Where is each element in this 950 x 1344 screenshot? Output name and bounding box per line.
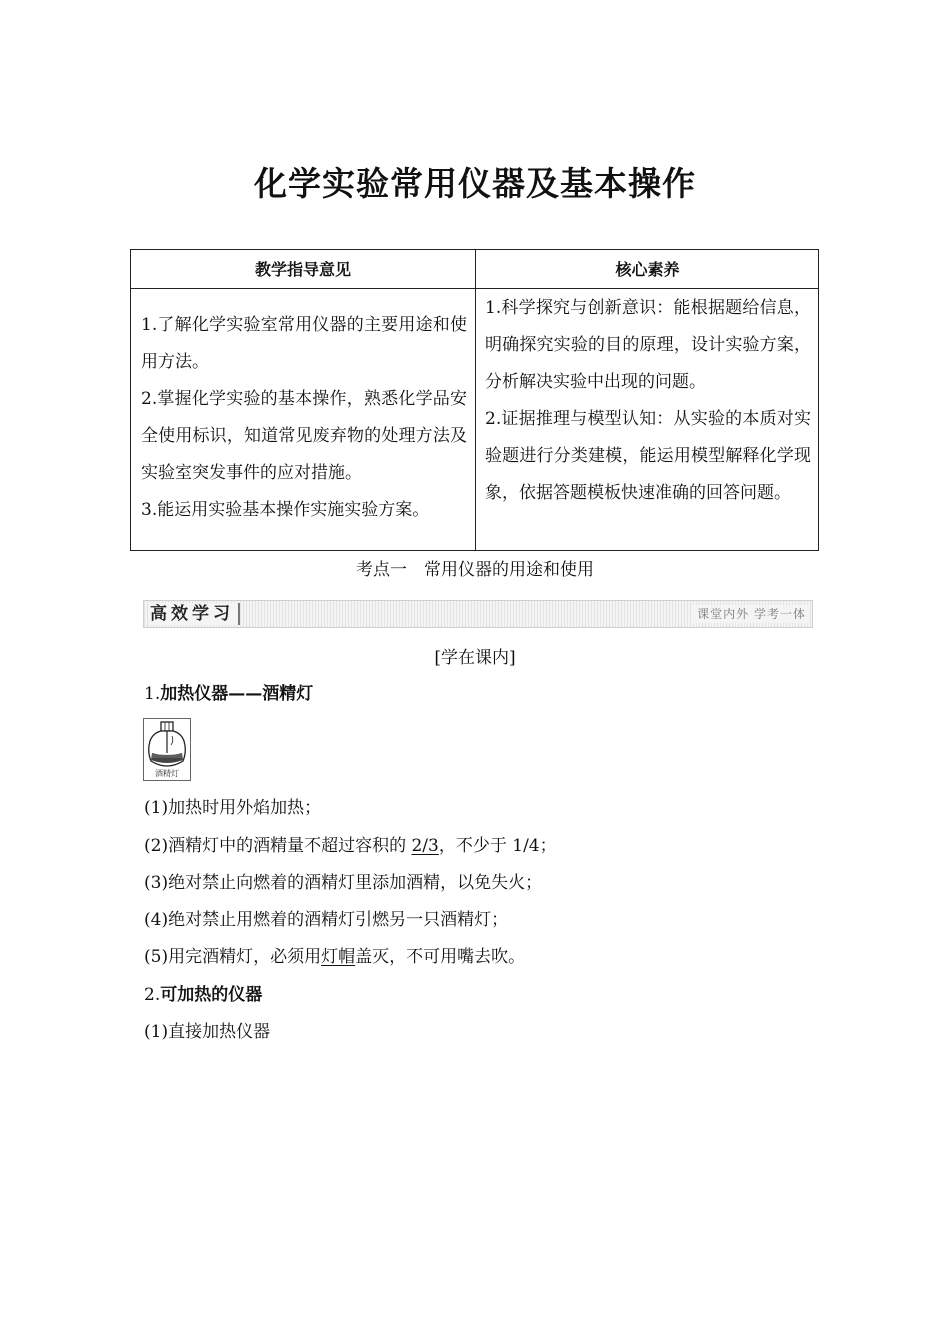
study-banner <box>143 600 813 628</box>
alcohol-lamp-image <box>143 718 191 781</box>
competency-cell <box>485 290 811 512</box>
banner-title: 高效学习 <box>148 603 240 625</box>
competency-item: 1.科学探究与创新意识：能根据题给信息，明确探究实验的目的原理，设计实验方案，分析解决实验中出现的问题。 <box>485 298 811 392</box>
part1-item-1: (1)加热时用外焰加热； <box>144 798 322 818</box>
guidance-item: 1.了解化学实验室常用仪器的主要用途和使用方法。 <box>141 315 467 372</box>
part2-heading <box>144 983 262 1007</box>
part1-title: 加热仪器——酒精灯 <box>160 684 314 704</box>
page-title: 化学实验常用仪器及基本操作 <box>254 164 696 203</box>
part2-title: 可加热的仪器 <box>160 985 263 1005</box>
underlined-answer: 灯帽 <box>321 947 356 967</box>
guidance-item: 3.能运用实验基本操作实施实验方案。 <box>141 500 430 520</box>
guidance-cell <box>141 307 467 529</box>
item-text: (5)用完酒精灯，必须用 <box>144 947 322 967</box>
part2-item-1: (1)直接加热仪器 <box>144 1022 271 1042</box>
table-header-guidance: 教学指导意见 <box>254 260 351 279</box>
table-divider <box>475 250 476 550</box>
table-header-competency: 核心素养 <box>615 260 680 279</box>
part1-item-2 <box>144 834 557 858</box>
guidance-table <box>130 249 819 551</box>
part1-item-5 <box>144 945 525 969</box>
subheading: [学在课内] <box>434 648 516 668</box>
item-text: ，不少于 1/4； <box>438 836 557 856</box>
item-text: 盖灭，不可用嘴去吹。 <box>355 947 526 967</box>
part1-item-3: (3)绝对禁止向燃着的酒精灯里添加酒精，以免失火； <box>144 873 543 893</box>
part1-heading <box>144 682 313 706</box>
alcohol-lamp-caption: 酒精灯 <box>155 769 179 778</box>
guidance-item: 2.掌握化学实验的基本操作，熟悉化学品安全使用标识，知道常见废弃物的处理方法及实验室突发事件的应对措施。 <box>141 389 467 483</box>
banner-subtitle: 课堂内外 学考一体 <box>691 605 808 623</box>
part2-number: 2. <box>144 985 161 1005</box>
underlined-answer: 2/3 <box>411 836 439 856</box>
part1-number: 1. <box>144 684 161 704</box>
competency-item: 2.证据推理与模型认知：从实验的本质对实验题进行分类建模，能运用模型解释化学现象，依据答题模板快速准确的回答问题。 <box>485 409 811 503</box>
item-text: (2)酒精灯中的酒精量不超过容积的 <box>144 836 412 856</box>
part1-item-4: (4)绝对禁止用燃着的酒精灯引燃另一只酒精灯； <box>144 910 509 930</box>
section-heading: 考点一 常用仪器的用途和使用 <box>356 560 594 580</box>
